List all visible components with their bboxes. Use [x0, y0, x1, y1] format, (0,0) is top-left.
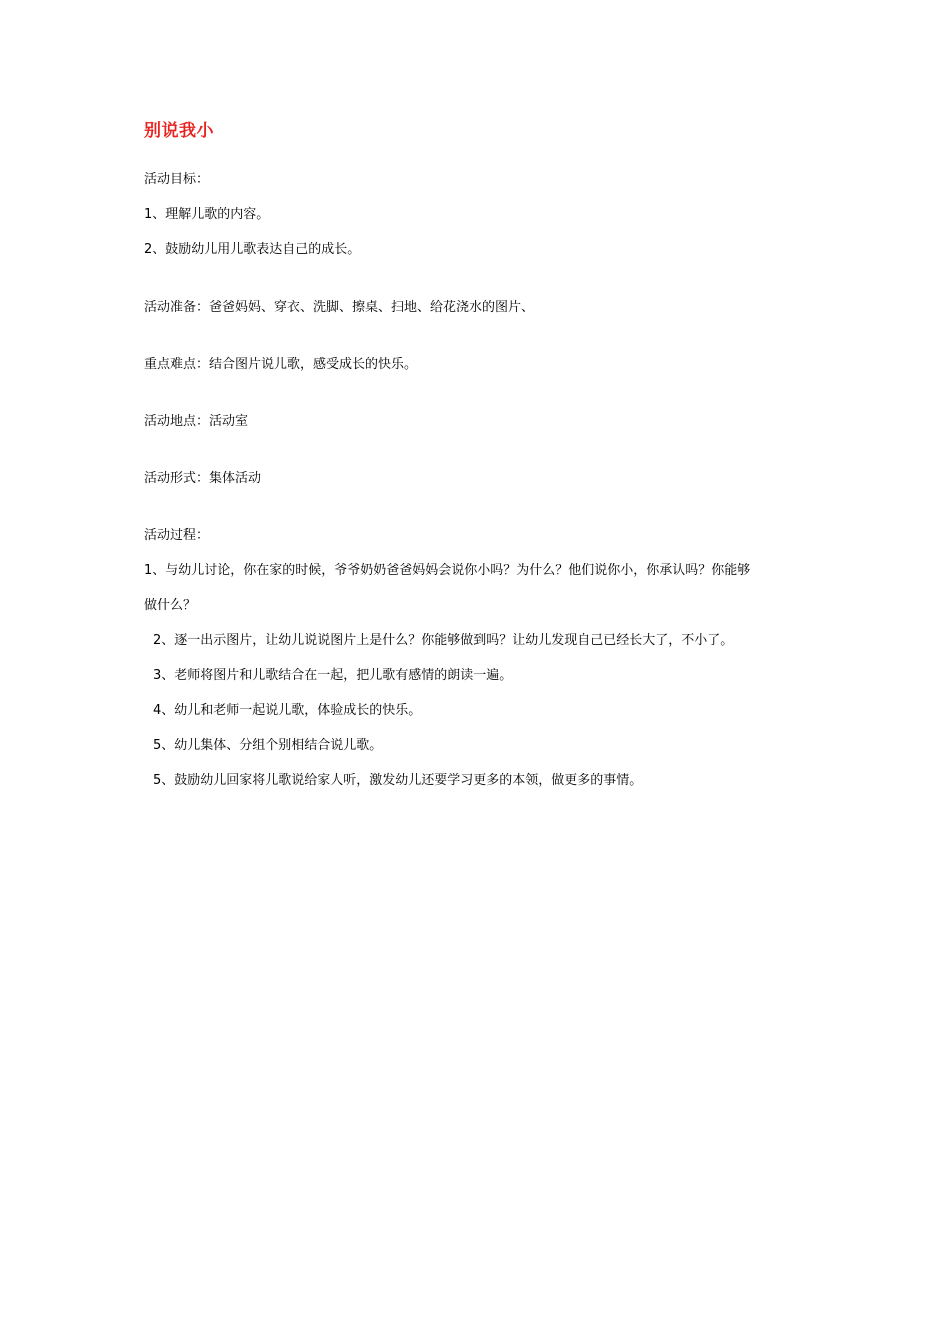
format-text: 活动形式：集体活动 [144, 471, 262, 486]
process-step-5a: 5、幼儿集体、分组个别相结合说儿歌。 [153, 738, 383, 753]
location-text: 活动地点：活动室 [144, 414, 249, 429]
process-step-1-line-2: 做什么？ [144, 598, 197, 613]
key-points-text: 重点难点：结合图片说儿歌，感受成长的快乐。 [144, 357, 418, 372]
objectives-heading: 活动目标： [144, 172, 210, 187]
document-title: 别说我小 [144, 121, 214, 141]
objective-item-1: 1、理解儿歌的内容。 [144, 207, 270, 222]
process-step-4: 4、幼儿和老师一起说儿歌，体验成长的快乐。 [153, 703, 422, 718]
process-heading: 活动过程： [144, 528, 210, 543]
process-step-1-line-1: 1、与幼儿讨论，你在家的时候，爷爷奶奶爸爸妈妈会说你小吗？为什么？他们说你小，你承认吗？你能够 [144, 563, 751, 578]
objective-item-2: 2、鼓励幼儿用儿歌表达自己的成长。 [144, 242, 361, 257]
process-step-3: 3、老师将图片和儿歌结合在一起，把儿歌有感情的朗读一遍。 [153, 668, 513, 683]
preparation-text: 活动准备：爸爸妈妈、穿衣、洗脚、擦桌、扫地、给花浇水的图片、 [144, 300, 535, 315]
process-step-5b: 5、鼓励幼儿回家将儿歌说给家人听，激发幼儿还要学习更多的本领，做更多的事情。 [153, 773, 643, 788]
process-step-2: 2、逐一出示图片，让幼儿说说图片上是什么？你能够做到吗？让幼儿发现自己已经长大了，不小了。 [153, 633, 734, 648]
